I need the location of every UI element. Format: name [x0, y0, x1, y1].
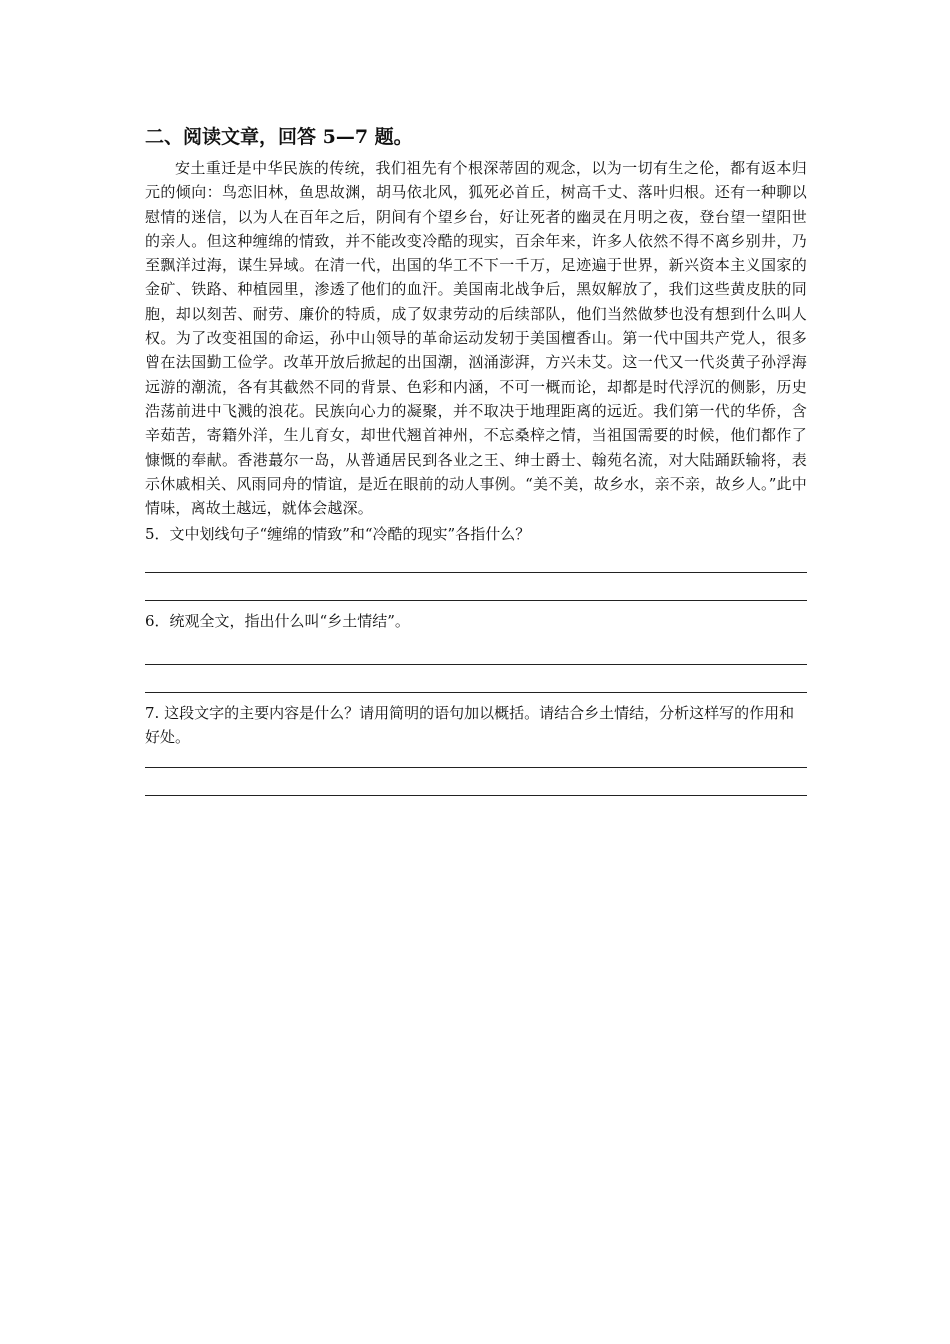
answer-line-7a[interactable]	[145, 767, 807, 768]
question-5: 5．文中划线句子“缠绵的情致”和“冷酷的现实”各指什么？	[145, 525, 531, 544]
reading-passage: 安土重迁是中华民族的传统，我们祖先有个根深蒂固的观念，以为一切有生之伦，都有返本归元的倾向：鸟恋旧林，鱼思故渊，胡马依北风，狐死必首丘，树高千丈、落叶归根。还有一种聊以慰情的迷信，以为人在百年之后，阴间有个望乡台，好让死者的幽灵在月明之夜，登台望一望阳世的亲人。但这种缠绵的情致，并不能改变冷酷的现实，百余年来，许多人依然不得不离乡别井，乃至飘洋过海，谋生异域。在清一代，出国的华工不下一千万，足迹遍于世界，新兴资本主义国家的金矿、铁路、种植园里，渗透了他们的血汗。美国南北战争后，黑奴解放了，我们这些黄皮肤的同胞，却以刻苦、耐劳、廉价的特质，成了奴隶劳动的后续部队，他们当然做梦也没有想到什么叫人权。为了改变祖国的命运，孙中山领导的革命运动发轫于美国檀香山。第一代中国共产党人，很多曾在法国勤工俭学。改革开放后掀起的出国潮，汹涌澎湃，方兴未艾。这一代又一代炎黄子孙浮海远游的潮流，各有其截然不同的背景、色彩和内涵，不可一概而论，却都是时代浮沉的侧影，历史浩荡前进中飞溅的浪花。民族向心力的凝聚，并不取决于地理距离的远近。我们第一代的华侨，含辛茹苦，寄籍外洋，生儿育女，却世代翘首神州，不忘桑梓之情，当祖国需要的时候，他们都作了慷慨的奉献。香港蕞尔一岛，从普通居民到各业之王、绅士爵士、翰苑名流，对大陆踊跃输将，表示休戚相关、风雨同舟的情谊，是近在眼前的动人事例。“美不美，故乡水，亲不亲，故乡人。”此中情味，离故土越远，就体会越深。	[145, 159, 807, 518]
answer-line-5b[interactable]	[145, 600, 807, 601]
answer-line-6b[interactable]	[145, 692, 807, 693]
section-heading: 二、阅读文章，回答 5—7 题。	[145, 126, 413, 148]
answer-line-6a[interactable]	[145, 664, 807, 665]
question-7: 7. 这段文字的主要内容是什么？请用简明的语句加以概括。请结合乡土情结，分析这样写的作用和好处。	[145, 704, 795, 747]
question-6: 6．统观全文，指出什么叫“乡土情结”。	[145, 612, 410, 631]
answer-line-5a[interactable]	[145, 572, 807, 573]
content-area	[145, 122, 807, 796]
answer-line-7b[interactable]	[145, 795, 807, 796]
